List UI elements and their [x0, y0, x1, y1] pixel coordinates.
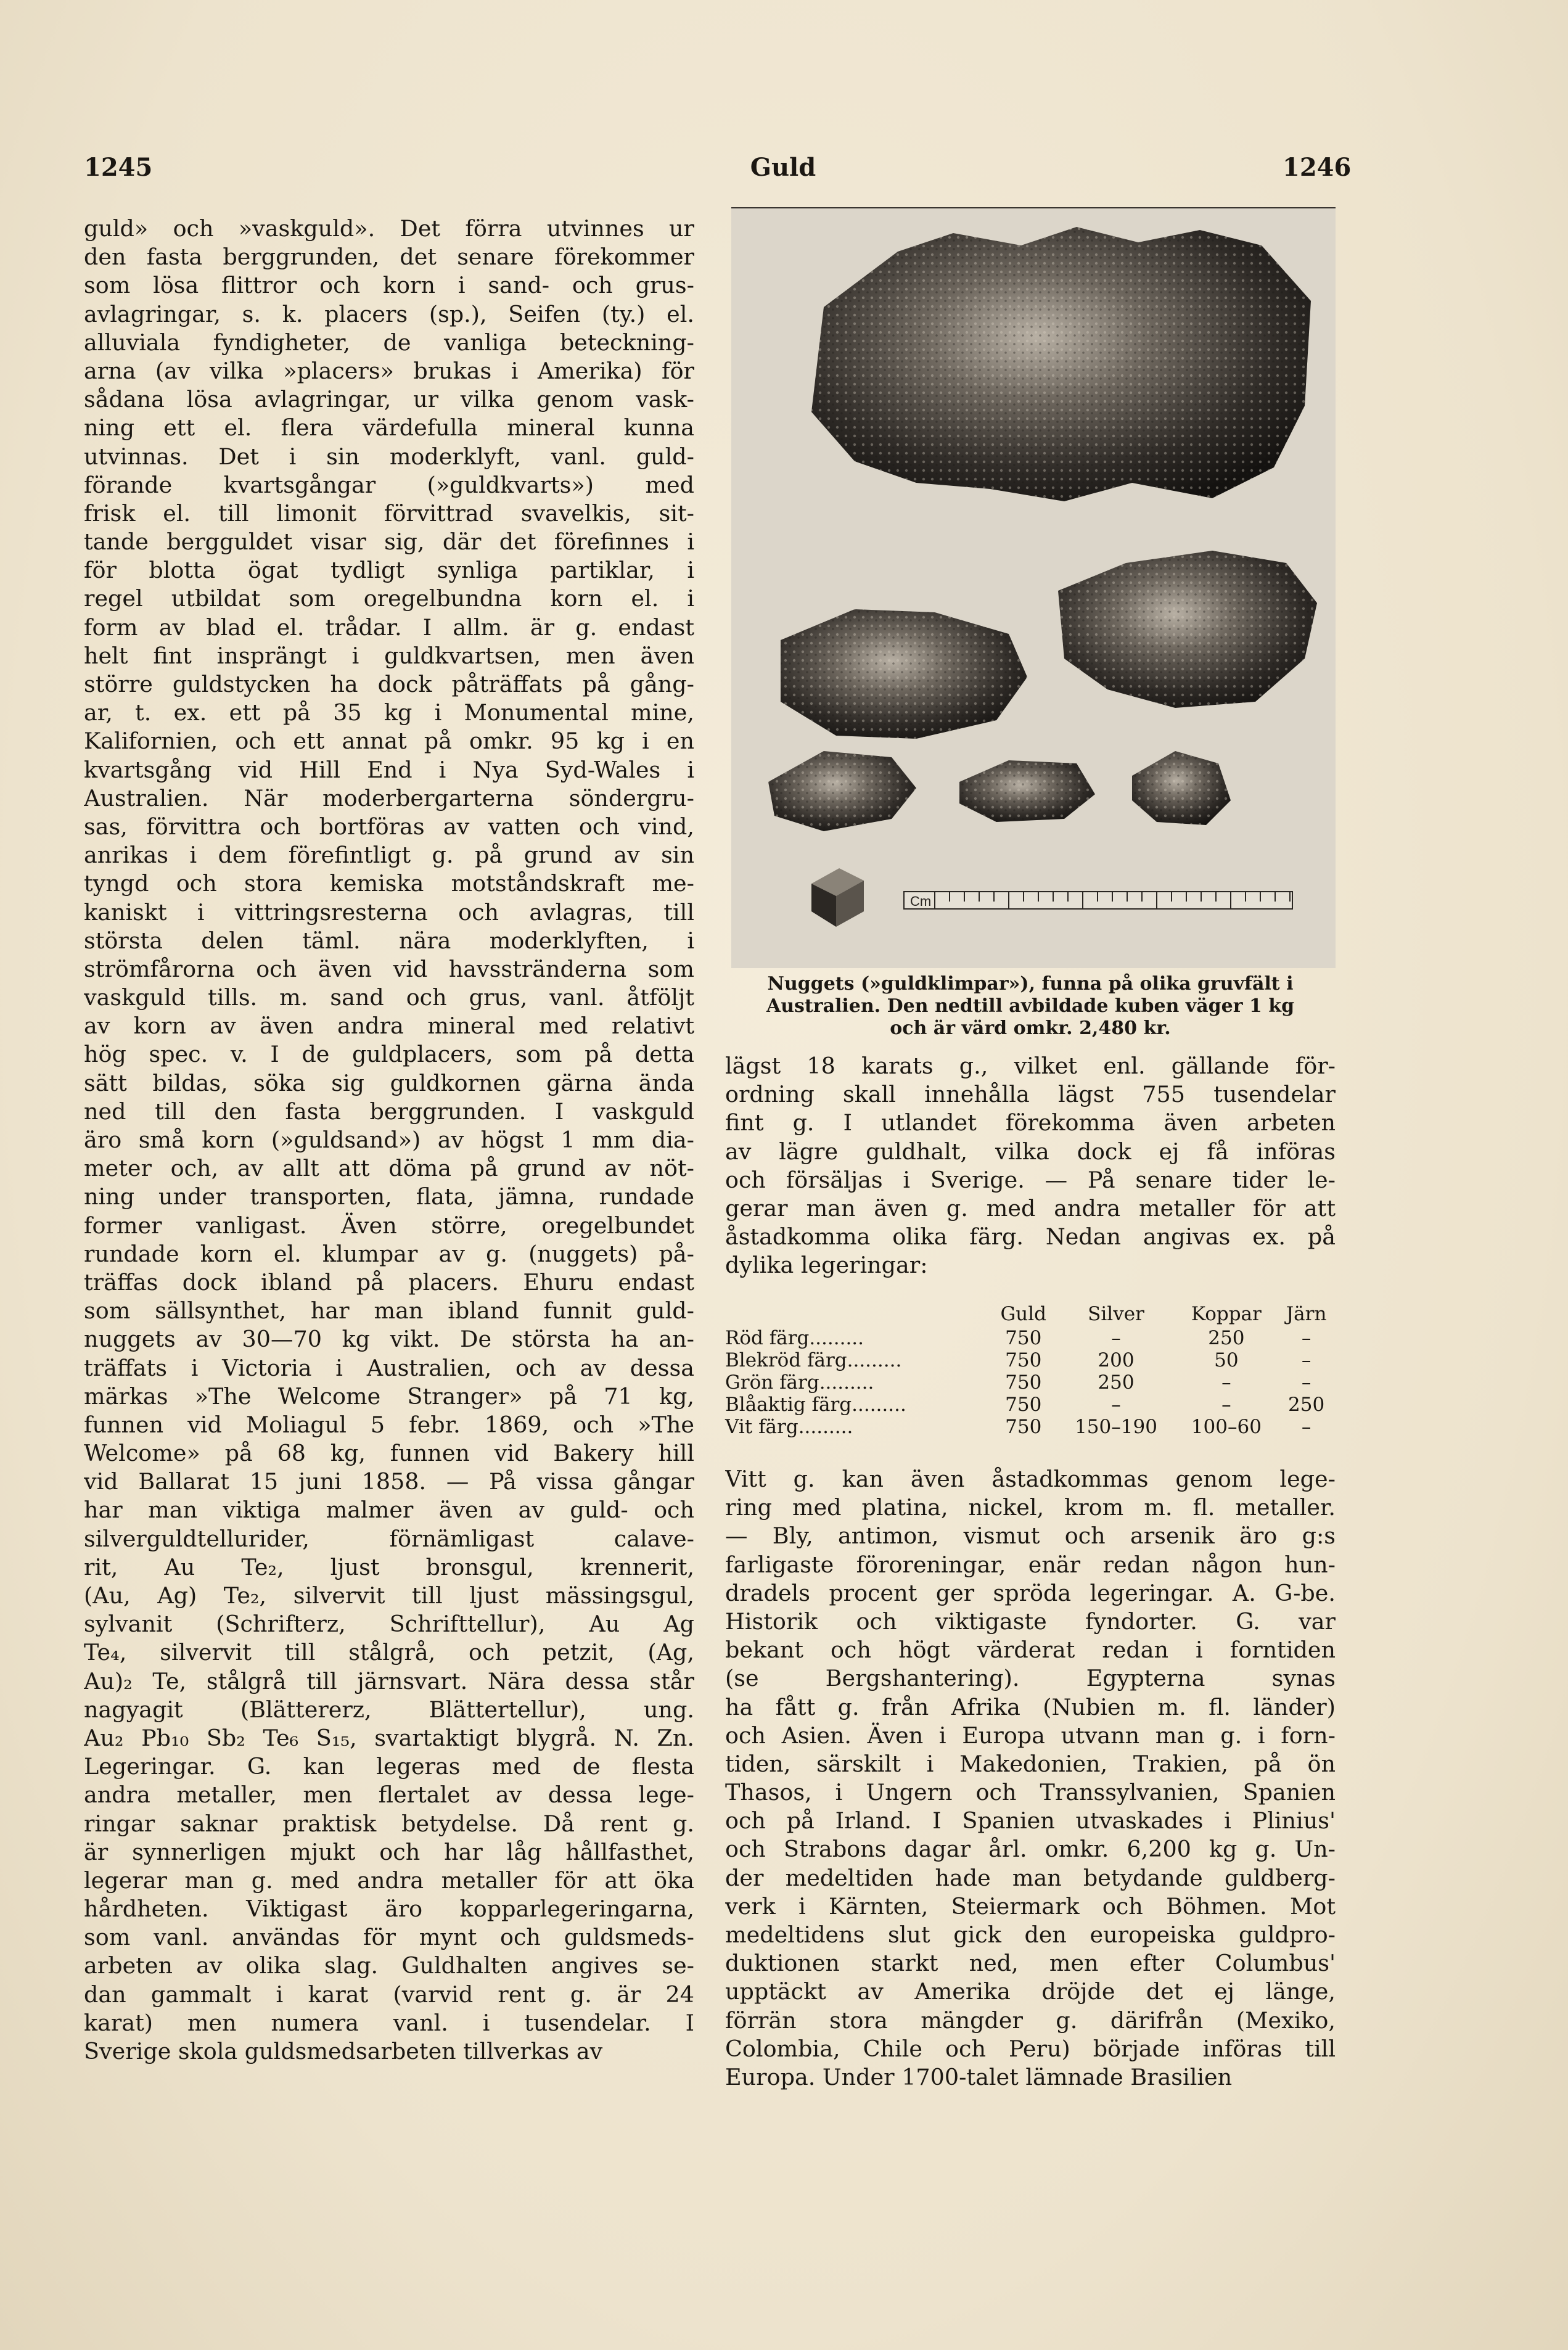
text-line: har man viktiga malmer även av guld- och	[84, 1497, 694, 1524]
alloy-table-header-row	[725, 1301, 1336, 1327]
alloy-value-cell: –	[1301, 1349, 1311, 1371]
text-line: ring med platina, nickel, krom m. fl. metaller.	[725, 1494, 1336, 1521]
text-line: — Bly, antimon, vismut och arsenik äro g:s	[725, 1522, 1336, 1550]
dot-leader: .........	[798, 1416, 853, 1438]
text-line: medeltidens slut gick den europeiska guldpro-	[725, 1921, 1336, 1948]
text-line: som vanl. användas för mynt och guldsmeds-	[84, 1924, 694, 1951]
text-line: strömfårorna och även vid havsstränderna som	[84, 955, 694, 982]
text-line: hög spec. v. I de guldplacers, som på detta	[84, 1041, 694, 1068]
dot-leader: .........	[847, 1349, 902, 1371]
text-line: nuggets av 30—70 kg vikt. De största ha an-	[84, 1326, 694, 1353]
text-line: (Au, Ag) Te₂, silvervit till ljust mässingsgul,	[84, 1582, 694, 1609]
text-line: sådana lösa avlagringar, ur vilka genom vask-	[84, 386, 694, 413]
text-line: funnen vid Moliagul 5 febr. 1869, och »The	[84, 1411, 694, 1438]
text-line: lägst 18 karats g., vilket enl. gällande för-	[725, 1053, 1336, 1079]
alloy-value-cell: 100–60	[1191, 1416, 1262, 1438]
text-line: Historik och viktigaste fyndorter. G. var	[725, 1608, 1336, 1635]
alloy-table-row	[725, 1371, 1336, 1394]
text-line: rit, Au Te₂, ljust bronsgul, krennerit,	[84, 1553, 694, 1580]
text-line: största delen täml. nära moderklyften, i	[84, 927, 694, 954]
alloy-value-cell: 200	[1098, 1349, 1135, 1371]
text-line: vaskguld tills. m. sand och grus, vanl. åtföljt	[84, 984, 694, 1011]
text-line: ha fått g. från Afrika (Nubien m. fl. länder)	[725, 1693, 1336, 1720]
alloy-table-row	[725, 1416, 1336, 1438]
text-line: rundade korn el. klumpar av g. (nuggets) på-	[84, 1240, 694, 1267]
text-line: alluviala fyndigheter, de vanliga beteckning-	[84, 329, 694, 356]
alloy-value-cell: –	[1301, 1327, 1311, 1349]
text-line: former vanligast. Även större, oregelbundet	[84, 1212, 694, 1239]
alloy-value-cell: 750	[1005, 1349, 1042, 1371]
text-line: Te₄, silvervit till stålgrå, och petzit, (Ag,	[84, 1639, 694, 1666]
alloy-value-cell: 50	[1214, 1349, 1239, 1371]
text-line: är synnerligen mjukt och har låg hållfasthet,	[84, 1838, 694, 1865]
page-number-left: 1245	[84, 153, 153, 182]
text-line: Thasos, i Ungern och Transsylvanien, Spanien	[725, 1779, 1336, 1806]
text-line: kaniskt i vittringsresterna och avlagras, till	[84, 898, 694, 926]
column-header: Guld	[1000, 1303, 1046, 1325]
text-line: Welcome» på 68 kg, funnen vid Bakery hill	[84, 1440, 694, 1467]
text-line: karat) men numera vanl. i tusendelar. I	[84, 2009, 694, 2036]
text-line: ordning skall innehålla lägst 755 tusendelar	[725, 1081, 1336, 1108]
right-text-column-bottom	[725, 1465, 1336, 2092]
dot-leader: .........	[809, 1327, 864, 1349]
text-line: Au₂ Pb₁₀ Sb₂ Te₆ S₁₅, svartaktigt blygrå. N. Zn.	[84, 1724, 694, 1751]
text-line: guld» och »vaskguld». Det förra utvinnes ur	[84, 215, 694, 242]
caption-line: och är värd omkr. 2,480 kr.	[890, 1017, 1171, 1039]
text-line: der medeltiden hade man betydande guldberg-	[725, 1864, 1336, 1891]
text-line: och på Irland. I Spanien utvaskades i Plinius'	[725, 1807, 1336, 1834]
alloy-color-label: Grön färg	[725, 1371, 819, 1394]
text-line: träffats i Victoria i Australien, och av dessa	[84, 1354, 694, 1381]
text-line: silverguldtellurider, förnämligast calave-	[84, 1525, 694, 1552]
alloy-value-cell: 750	[1005, 1371, 1042, 1394]
alloy-value-cell: –	[1221, 1394, 1231, 1416]
alloy-color-label: Blekröd färg	[725, 1349, 847, 1371]
text-line: Colombia, Chile och Peru) började införas till	[725, 2035, 1336, 2062]
text-line: hårdheten. Viktigast äro kopparlegeringarna,	[84, 1896, 694, 1923]
text-line: sätt bildas, söka sig guldkornen gärna ända	[84, 1069, 694, 1096]
text-line: upptäckt av Amerika dröjde det ej länge,	[725, 1978, 1336, 2005]
text-line: fint g. I utlandet förekomma även arbeten	[725, 1109, 1336, 1136]
text-line: helt fint insprängt i guldkvartsen, men även	[84, 642, 694, 669]
alloy-value-cell: –	[1301, 1416, 1311, 1438]
large-nugget	[811, 227, 1311, 501]
text-line: frisk el. till limonit förvittrad svavelkis, sit-	[84, 499, 694, 527]
text-line: större guldstycken ha dock påträffats på gång-	[84, 671, 694, 697]
text-line: ringar saknar praktisk betydelse. Då rent g.	[84, 1810, 694, 1837]
text-line: Australien. När moderbergarterna söndergru-	[84, 784, 694, 811]
text-line: verk i Kärnten, Steiermark och Böhmen. Mot	[725, 1892, 1336, 1920]
text-line: regel utbildat som oregelbundna korn el. i	[84, 585, 694, 612]
column-header: Koppar	[1191, 1303, 1262, 1325]
text-line: Sverige skola guldsmedsarbeten tillverkas av	[84, 2038, 603, 2064]
caption-line: Nuggets (»guldklimpar»), funna på olika gruvfält i	[767, 973, 1294, 995]
elongated-nugget	[781, 609, 1027, 739]
text-line: arna (av vilka »placers» brukas i Amerika) för	[84, 357, 694, 384]
alloy-value-cell: 750	[1005, 1416, 1042, 1438]
text-line: märkas »The Welcome Stranger» på 71 kg,	[84, 1382, 694, 1410]
text-line: åstadkomma olika färg. Nedan angivas ex. på	[725, 1223, 1336, 1251]
centimeter-scale-bar	[904, 892, 1292, 909]
alloy-value-cell: 150–190	[1075, 1416, 1157, 1438]
text-line: av lägre guldhalt, vilka dock ej få införas	[725, 1138, 1336, 1165]
text-line: dan gammalt i karat (varvid rent g. är 24	[84, 1981, 694, 2008]
text-line: dylika legeringar:	[725, 1252, 928, 1279]
text-line: förande kvartsgångar (»guldkvarts») med	[84, 471, 694, 498]
alloy-value-cell: 250	[1288, 1394, 1325, 1416]
figure-caption	[725, 973, 1336, 1040]
text-line: och försäljas i Sverige. — På senare tider le-	[725, 1166, 1336, 1193]
text-line: och Strabons dagar årl. omkr. 6,200 kg g. Un-	[725, 1836, 1336, 1863]
page-number-right: 1246	[1283, 153, 1352, 182]
text-line: som lösa flittror och korn i sand- och grus-	[84, 272, 694, 299]
text-line: vid Ballarat 15 juni 1858. — På vissa gångar	[84, 1468, 694, 1495]
alloy-table-row	[725, 1394, 1336, 1416]
alloy-value-cell: –	[1111, 1394, 1121, 1416]
alloy-color-name	[725, 1349, 990, 1371]
text-line: meter och, av allt att döma på grund av nöt-	[84, 1155, 694, 1182]
alloy-color-name	[725, 1371, 990, 1394]
alloy-value-cell: –	[1111, 1327, 1121, 1349]
text-line: dradels procent ger spröda legeringar. A. G-be.	[725, 1579, 1336, 1606]
column-header: Järn	[1286, 1303, 1327, 1325]
text-line: och Asien. Även i Europa utvann man g. i forn-	[725, 1722, 1336, 1749]
text-line: arbeten av olika slag. Guldhalten angives se-	[84, 1952, 694, 1979]
text-line: för blotta ögat tydligt synliga partiklar, i	[84, 557, 694, 584]
alloy-table-row	[725, 1349, 1336, 1371]
text-line: farligaste föroreningar, enär redan någon hun-	[725, 1551, 1336, 1578]
text-line: (se Bergshantering). Egypterna synas	[725, 1665, 1336, 1692]
alloy-table	[725, 1301, 1336, 1438]
text-line: Vitt g. kan även åstadkommas genom lege-	[725, 1466, 1336, 1492]
text-line: Au)₂ Te, stålgrå till järnsvart. Nära dessa står	[84, 1667, 694, 1695]
alloy-value-cell: –	[1221, 1371, 1231, 1394]
alloy-value-cell: 250	[1208, 1327, 1245, 1349]
text-line: andra metaller, men flertalet av dessa lege-	[84, 1781, 694, 1809]
text-line: gerar man även g. med andra metaller för att	[725, 1194, 1336, 1222]
alloy-color-label: Röd färg	[725, 1327, 810, 1349]
text-line: anrikas i dem förefintligt g. på grund av sin	[84, 842, 694, 869]
alloy-color-name	[725, 1416, 990, 1438]
text-line: ar, t. ex. ett på 35 kg i Monumental mine,	[84, 699, 694, 726]
text-line: ning ett el. flera värdefulla mineral kunna	[84, 414, 694, 442]
text-line: av korn av även andra mineral med relativt	[84, 1013, 694, 1040]
alloy-color-label: Blåaktig färg	[725, 1394, 852, 1416]
page-title: Guld	[750, 153, 816, 182]
dot-leader: .........	[819, 1371, 874, 1394]
scale-label: Cm	[910, 894, 932, 909]
text-line: kvartsgång vid Hill End i Nya Syd-Wales i	[84, 756, 694, 783]
right-text-column-top	[725, 1052, 1336, 1280]
text-line: som sällsynthet, har man ibland funnit guld-	[84, 1297, 694, 1325]
text-line: tyngd och stora kemiska motståndskraft me-	[84, 870, 694, 897]
caption-line: Australien. Den nedtill avbildade kuben väger 1 kg	[766, 995, 1295, 1017]
text-line: äro små korn (»guldsand») av högst 1 mm dia-	[84, 1127, 694, 1153]
text-line: Europa. Under 1700-talet lämnade Brasilien	[725, 2063, 1233, 2090]
text-line: sas, förvittra och bortföras av vatten och vind,	[84, 813, 694, 840]
text-line: utvinnas. Det i sin moderklyft, vanl. guld-	[84, 443, 694, 470]
alloy-color-name	[725, 1327, 990, 1349]
alloy-value-cell: –	[1301, 1371, 1311, 1394]
text-line: förrän stora mängder g. därifrån (Mexiko,	[725, 2007, 1336, 2034]
alloy-color-label: Vit färg	[725, 1416, 798, 1438]
column-header: Silver	[1088, 1303, 1144, 1325]
left-text-column	[84, 215, 694, 2066]
alloy-value-cell: 750	[1005, 1394, 1042, 1416]
text-line: bekant och högt värderat redan i forntiden	[725, 1637, 1336, 1664]
text-line: den fasta berggrunden, det senare förekommer	[84, 244, 694, 271]
text-line: legerar man g. med andra metaller för att öka	[84, 1867, 694, 1894]
text-line: nagyagit (Blättererz, Blättertellur), ung.	[84, 1696, 694, 1723]
alloy-color-name	[725, 1394, 990, 1416]
text-line: Kalifornien, och ett annat på omkr. 95 kg i en	[84, 728, 694, 755]
alloy-table-row	[725, 1327, 1336, 1349]
text-line: Legeringar. G. kan legeras med de flesta	[84, 1753, 694, 1780]
text-line: duktionen starkt ned, men efter Columbus'	[725, 1950, 1336, 1977]
gold-nuggets-photo	[731, 207, 1336, 968]
text-line: ned till den fasta berggrunden. I vaskguld	[84, 1098, 694, 1125]
text-line: tiden, särskilt i Makedonien, Trakien, på ön	[725, 1750, 1336, 1777]
text-line: form av blad el. trådar. I allm. är g. endast	[84, 614, 694, 641]
dot-leader: .........	[852, 1394, 906, 1416]
text-line: träffas dock ibland på placers. Ehuru endast	[84, 1268, 694, 1296]
alloy-value-cell: 750	[1005, 1327, 1042, 1349]
text-line: sylvanit (Schrifterz, Schrifttellur), Au Ag	[84, 1611, 694, 1638]
text-line: ning under transporten, flata, jämna, rundade	[84, 1183, 694, 1210]
alloy-value-cell: 250	[1098, 1371, 1135, 1394]
text-line: avlagringar, s. k. placers (sp.), Seifen (ty.) el.	[84, 300, 694, 327]
text-line: tande bergguldet visar sig, där det förefinnes i	[84, 528, 694, 556]
